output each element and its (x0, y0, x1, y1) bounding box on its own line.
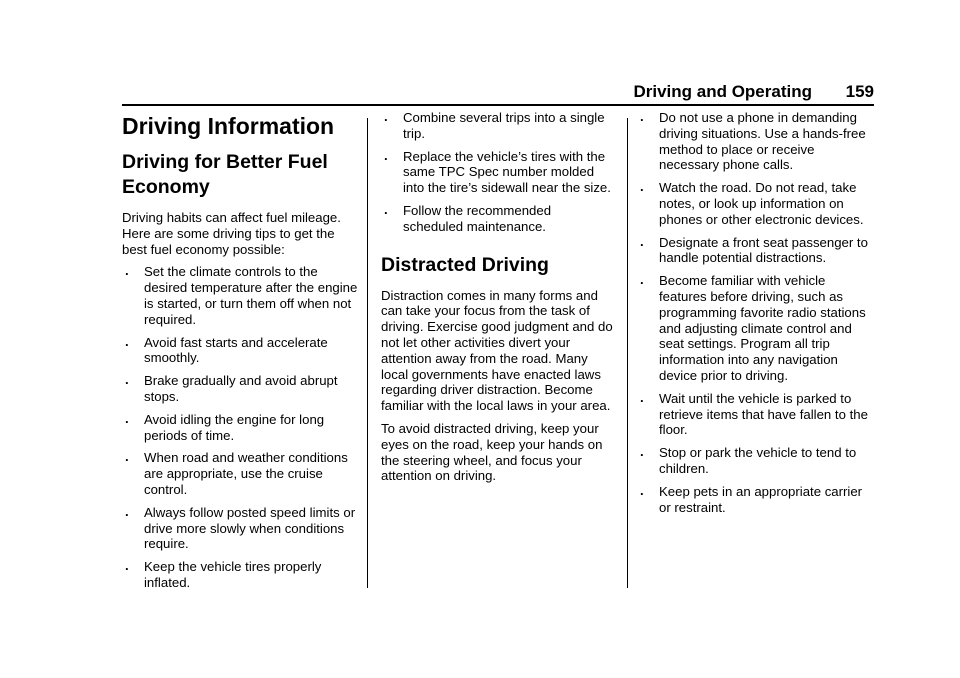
bullet-icon: . (125, 410, 129, 426)
section-title: Driving and Operating (633, 82, 812, 101)
distracted-driving-paragraph: Distraction comes in many forms and can take your focus from the task of driving. Exercise good judgment and do not let other activities divert your attention away from the road. Many local governments have enacted laws regarding driver distraction. Become familiar with the local laws in your area. (381, 287, 613, 414)
distracted-driving-list (637, 110, 873, 515)
bullet-icon: . (384, 109, 388, 124)
column-3 (637, 110, 873, 522)
distracted-driving-heading: Distracted Driving (381, 253, 549, 276)
main-heading: Driving Information (122, 113, 335, 139)
list-item: . Avoid idling the engine for long periods of time. (125, 410, 325, 443)
list-item: . Become familiar with vehicle features before driving, such as programming favorite radio stations and adjusting climate control and seat settings. Program all trip information into any navigation device prior to driving. (640, 272, 866, 383)
bullet-icon: . (125, 333, 129, 349)
bullet-icon: . (125, 503, 129, 519)
bullet-icon: . (640, 179, 644, 195)
bullet-icon: . (125, 449, 129, 465)
fuel-economy-heading: Driving for Better Fuel Economy (122, 151, 328, 198)
distracted-driving-paragraph: To avoid distracted driving, keep your eyes on the road, keep your hands on the steering wheel, and focus your attention on driving. (381, 420, 603, 484)
list-item: . Wait until the vehicle is parked to retrieve items that have fallen to the floor. (640, 389, 868, 438)
list-item: . Designate a front seat passenger to handle potential distractions. (640, 233, 868, 266)
list-item: . Do not use a phone in demanding driving situations. Use a hands-free method to place or receive necessary phone calls. (640, 109, 866, 173)
list-item: . Combine several trips into a single trip. (384, 109, 605, 141)
list-item: . When road and weather conditions are appropriate, use the cruise control. (125, 449, 348, 497)
list-item: . Stop or park the vehicle to tend to children. (640, 444, 857, 476)
list-item: . Keep pets in an appropriate carrier or restraint. (640, 482, 863, 515)
list-item: . Avoid fast starts and accelerate smoothly. (125, 333, 328, 366)
bullet-icon: . (640, 109, 644, 124)
bullet-icon: . (384, 147, 388, 163)
column-divider (627, 118, 628, 588)
bullet-icon: . (384, 201, 388, 217)
bullet-icon: . (640, 389, 644, 405)
column-divider (367, 118, 368, 588)
list-item: . Brake gradually and avoid abrupt stops. (125, 372, 338, 404)
fuel-economy-list-continued (381, 110, 613, 235)
bullet-icon: . (640, 233, 644, 249)
bullet-icon: . (640, 482, 644, 498)
page-number: 159 (845, 82, 874, 101)
bullet-icon: . (640, 444, 644, 460)
fuel-economy-intro: Driving habits can affect fuel mileage. Here are some driving tips to get the best fuel economy possible: (122, 210, 341, 257)
list-item: . Follow the recommended scheduled maintenance. (384, 201, 552, 234)
bullet-icon: . (640, 272, 644, 288)
bullet-icon: . (125, 558, 129, 574)
list-item: . Watch the road. Do not read, take notes, or look up information on phones or other electronic devices. (640, 179, 864, 227)
list-item: . Always follow posted speed limits or drive more slowly when conditions require. (125, 503, 356, 552)
page-header (122, 82, 874, 106)
bullet-icon: . (125, 372, 129, 388)
list-item: . Set the climate controls to the desired temperature after the engine is started, or turn them off when not required. (125, 263, 358, 327)
column-2 (381, 110, 613, 491)
list-item: . Replace the vehicle’s tires with the same TPC Spec number molded into the tire’s sidewall near the size. (384, 147, 611, 196)
fuel-economy-list (122, 264, 358, 590)
list-item: . Keep the vehicle tires properly inflated. (125, 558, 322, 590)
column-1 (122, 110, 358, 598)
bullet-icon: . (125, 263, 129, 279)
